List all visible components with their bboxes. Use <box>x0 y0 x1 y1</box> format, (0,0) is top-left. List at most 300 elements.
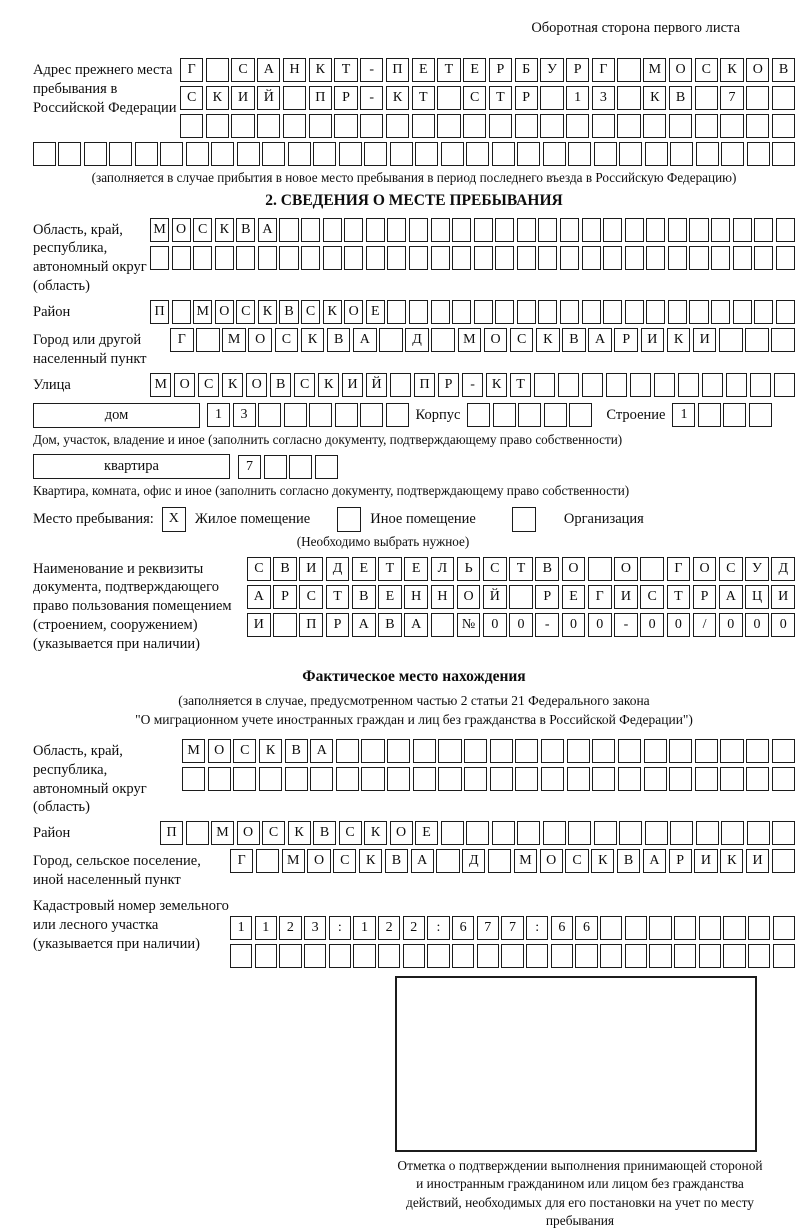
char-cell[interactable]: М <box>643 58 666 82</box>
char-cell[interactable] <box>231 114 254 138</box>
char-cell[interactable] <box>466 821 489 845</box>
char-cell[interactable] <box>670 821 693 845</box>
char-cell[interactable] <box>541 767 564 791</box>
char-cell[interactable]: К <box>359 849 382 873</box>
char-cell[interactable]: В <box>562 328 586 352</box>
char-cell[interactable] <box>625 944 647 968</box>
char-cell[interactable]: А <box>257 58 280 82</box>
dom-box[interactable]: дом <box>33 403 200 428</box>
char-cell[interactable]: В <box>236 218 255 242</box>
char-cell[interactable]: О <box>172 218 191 242</box>
char-cell[interactable] <box>720 114 743 138</box>
char-cell[interactable] <box>592 114 615 138</box>
char-cell[interactable] <box>749 403 772 427</box>
char-cell[interactable] <box>441 142 464 166</box>
char-cell[interactable] <box>495 218 514 242</box>
char-cell[interactable] <box>733 300 752 324</box>
char-cell[interactable]: К <box>643 86 666 110</box>
char-cell[interactable] <box>339 142 362 166</box>
char-cell[interactable] <box>723 403 746 427</box>
char-cell[interactable]: Е <box>412 58 435 82</box>
char-cell[interactable] <box>645 142 668 166</box>
char-cell[interactable] <box>84 142 107 166</box>
char-cell[interactable] <box>182 767 205 791</box>
char-cell[interactable] <box>670 142 693 166</box>
char-cell[interactable] <box>695 767 718 791</box>
char-cell[interactable] <box>193 246 212 270</box>
char-cell[interactable] <box>776 218 795 242</box>
char-cell[interactable]: К <box>364 821 387 845</box>
char-cell[interactable] <box>495 300 514 324</box>
char-cell[interactable]: В <box>313 821 336 845</box>
char-cell[interactable]: Г <box>180 58 203 82</box>
char-cell[interactable]: И <box>746 849 769 873</box>
organizatsiya-checkbox[interactable] <box>512 507 536 532</box>
char-cell[interactable] <box>699 916 721 940</box>
char-cell[interactable] <box>699 944 721 968</box>
char-cell[interactable] <box>644 739 667 763</box>
char-cell[interactable] <box>538 300 557 324</box>
char-cell[interactable]: Т <box>437 58 460 82</box>
char-cell[interactable] <box>746 86 769 110</box>
char-cell[interactable] <box>310 767 333 791</box>
char-cell[interactable]: И <box>641 328 665 352</box>
char-cell[interactable] <box>754 218 773 242</box>
char-cell[interactable] <box>258 246 277 270</box>
char-cell[interactable] <box>534 373 555 397</box>
inoe-checkbox[interactable] <box>337 507 361 532</box>
char-cell[interactable]: К <box>259 739 282 763</box>
char-cell[interactable] <box>733 218 752 242</box>
char-cell[interactable] <box>335 403 358 427</box>
char-cell[interactable] <box>360 403 383 427</box>
char-cell[interactable] <box>431 246 450 270</box>
char-cell[interactable]: Р <box>693 585 717 609</box>
char-cell[interactable]: И <box>299 557 323 581</box>
char-cell[interactable] <box>284 403 307 427</box>
char-cell[interactable] <box>208 767 231 791</box>
char-cell[interactable] <box>603 218 622 242</box>
char-cell[interactable] <box>273 613 297 637</box>
char-cell[interactable] <box>674 916 696 940</box>
char-cell[interactable] <box>452 300 471 324</box>
char-cell[interactable] <box>592 739 615 763</box>
char-cell[interactable] <box>544 403 567 427</box>
char-cell[interactable]: С <box>231 58 254 82</box>
char-cell[interactable] <box>452 218 471 242</box>
char-cell[interactable] <box>600 944 622 968</box>
char-cell[interactable] <box>603 300 622 324</box>
char-cell[interactable] <box>366 246 385 270</box>
char-cell[interactable]: О <box>693 557 717 581</box>
char-cell[interactable]: П <box>386 58 409 82</box>
char-cell[interactable] <box>592 767 615 791</box>
char-cell[interactable] <box>409 218 428 242</box>
char-cell[interactable] <box>304 944 326 968</box>
char-cell[interactable]: И <box>231 86 254 110</box>
char-cell[interactable]: О <box>344 300 363 324</box>
char-cell[interactable] <box>560 300 579 324</box>
char-cell[interactable] <box>750 373 771 397</box>
char-cell[interactable] <box>540 86 563 110</box>
char-cell[interactable] <box>466 142 489 166</box>
char-cell[interactable] <box>301 218 320 242</box>
char-cell[interactable]: О <box>484 328 508 352</box>
char-cell[interactable] <box>323 246 342 270</box>
char-cell[interactable] <box>279 246 298 270</box>
char-cell[interactable] <box>515 767 538 791</box>
char-cell[interactable]: В <box>273 557 297 581</box>
char-cell[interactable]: А <box>404 613 428 637</box>
char-cell[interactable]: М <box>458 328 482 352</box>
char-cell[interactable] <box>774 373 795 397</box>
char-cell[interactable]: К <box>386 86 409 110</box>
char-cell[interactable] <box>387 767 410 791</box>
char-cell[interactable] <box>215 246 234 270</box>
char-cell[interactable] <box>353 944 375 968</box>
char-cell[interactable] <box>409 300 428 324</box>
char-cell[interactable]: Г <box>588 585 612 609</box>
char-cell[interactable] <box>515 114 538 138</box>
char-cell[interactable]: Н <box>431 585 455 609</box>
char-cell[interactable] <box>474 218 493 242</box>
char-cell[interactable] <box>746 767 769 791</box>
char-cell[interactable] <box>674 944 696 968</box>
char-cell[interactable] <box>668 300 687 324</box>
char-cell[interactable] <box>283 114 306 138</box>
char-cell[interactable] <box>334 114 357 138</box>
char-cell[interactable] <box>467 403 490 427</box>
char-cell[interactable] <box>696 142 719 166</box>
char-cell[interactable]: А <box>247 585 271 609</box>
char-cell[interactable] <box>501 944 523 968</box>
char-cell[interactable]: А <box>719 585 743 609</box>
char-cell[interactable] <box>279 218 298 242</box>
char-cell[interactable] <box>364 142 387 166</box>
char-cell[interactable]: В <box>327 328 351 352</box>
char-cell[interactable] <box>413 739 436 763</box>
char-cell[interactable]: А <box>353 328 377 352</box>
char-cell[interactable]: Т <box>489 86 512 110</box>
char-cell[interactable] <box>772 142 795 166</box>
char-cell[interactable]: - <box>614 613 638 637</box>
char-cell[interactable]: Д <box>326 557 350 581</box>
char-cell[interactable]: Н <box>404 585 428 609</box>
char-cell[interactable] <box>230 944 252 968</box>
char-cell[interactable] <box>640 557 664 581</box>
char-cell[interactable] <box>733 246 752 270</box>
char-cell[interactable] <box>409 246 428 270</box>
char-cell[interactable] <box>379 328 403 352</box>
char-cell[interactable]: О <box>174 373 195 397</box>
char-cell[interactable]: 0 <box>562 613 586 637</box>
char-cell[interactable]: П <box>309 86 332 110</box>
char-cell[interactable]: Г <box>230 849 253 873</box>
char-cell[interactable]: Е <box>352 557 376 581</box>
char-cell[interactable]: С <box>510 328 534 352</box>
char-cell[interactable] <box>695 739 718 763</box>
char-cell[interactable] <box>109 142 132 166</box>
char-cell[interactable]: С <box>198 373 219 397</box>
char-cell[interactable] <box>567 739 590 763</box>
char-cell[interactable]: Т <box>667 585 691 609</box>
char-cell[interactable]: К <box>288 821 311 845</box>
char-cell[interactable]: С <box>262 821 285 845</box>
char-cell[interactable]: С <box>236 300 255 324</box>
char-cell[interactable] <box>517 821 540 845</box>
char-cell[interactable] <box>669 739 692 763</box>
char-cell[interactable] <box>255 944 277 968</box>
char-cell[interactable] <box>288 142 311 166</box>
char-cell[interactable]: 6 <box>452 916 474 940</box>
char-cell[interactable]: 0 <box>745 613 769 637</box>
char-cell[interactable]: И <box>247 613 271 637</box>
char-cell[interactable] <box>257 114 280 138</box>
char-cell[interactable] <box>477 944 499 968</box>
char-cell[interactable]: 7 <box>720 86 743 110</box>
char-cell[interactable] <box>668 218 687 242</box>
char-cell[interactable]: Р <box>273 585 297 609</box>
char-cell[interactable]: 1 <box>353 916 375 940</box>
char-cell[interactable]: О <box>246 373 267 397</box>
char-cell[interactable] <box>361 767 384 791</box>
char-cell[interactable] <box>509 585 533 609</box>
char-cell[interactable] <box>431 300 450 324</box>
char-cell[interactable]: Р <box>669 849 692 873</box>
char-cell[interactable] <box>746 114 769 138</box>
char-cell[interactable]: А <box>588 328 612 352</box>
char-cell[interactable]: О <box>562 557 586 581</box>
char-cell[interactable] <box>526 944 548 968</box>
char-cell[interactable] <box>771 328 795 352</box>
char-cell[interactable] <box>754 246 773 270</box>
char-cell[interactable] <box>721 821 744 845</box>
char-cell[interactable] <box>390 373 411 397</box>
char-cell[interactable] <box>625 246 644 270</box>
char-cell[interactable]: К <box>323 300 342 324</box>
char-cell[interactable] <box>606 373 627 397</box>
char-cell[interactable] <box>711 246 730 270</box>
char-cell[interactable] <box>776 300 795 324</box>
char-cell[interactable] <box>649 916 671 940</box>
char-cell[interactable] <box>186 142 209 166</box>
char-cell[interactable]: Р <box>438 373 459 397</box>
char-cell[interactable] <box>474 246 493 270</box>
char-cell[interactable] <box>344 246 363 270</box>
char-cell[interactable] <box>689 246 708 270</box>
char-cell[interactable] <box>387 300 406 324</box>
char-cell[interactable] <box>206 58 229 82</box>
char-cell[interactable] <box>517 300 536 324</box>
char-cell[interactable]: П <box>160 821 183 845</box>
char-cell[interactable] <box>646 300 665 324</box>
char-cell[interactable]: 1 <box>207 403 230 427</box>
char-cell[interactable] <box>772 821 795 845</box>
char-cell[interactable] <box>323 218 342 242</box>
char-cell[interactable] <box>464 739 487 763</box>
char-cell[interactable]: Е <box>378 585 402 609</box>
char-cell[interactable]: О <box>746 58 769 82</box>
char-cell[interactable]: М <box>514 849 537 873</box>
char-cell[interactable]: 1 <box>255 916 277 940</box>
char-cell[interactable]: И <box>614 585 638 609</box>
char-cell[interactable] <box>567 767 590 791</box>
char-cell[interactable]: К <box>215 218 234 242</box>
char-cell[interactable] <box>366 218 385 242</box>
char-cell[interactable] <box>463 114 486 138</box>
char-cell[interactable]: Ь <box>457 557 481 581</box>
char-cell[interactable] <box>696 821 719 845</box>
char-cell[interactable] <box>723 916 745 940</box>
char-cell[interactable]: В <box>535 557 559 581</box>
char-cell[interactable]: 7 <box>238 455 261 479</box>
char-cell[interactable] <box>669 767 692 791</box>
char-cell[interactable] <box>360 114 383 138</box>
char-cell[interactable] <box>262 142 285 166</box>
char-cell[interactable] <box>721 142 744 166</box>
char-cell[interactable]: Г <box>170 328 194 352</box>
char-cell[interactable]: К <box>309 58 332 82</box>
char-cell[interactable] <box>390 142 413 166</box>
char-cell[interactable] <box>541 739 564 763</box>
char-cell[interactable]: 0 <box>719 613 743 637</box>
char-cell[interactable]: Т <box>326 585 350 609</box>
char-cell[interactable] <box>186 821 209 845</box>
char-cell[interactable]: И <box>771 585 795 609</box>
char-cell[interactable] <box>625 218 644 242</box>
char-cell[interactable]: 0 <box>771 613 795 637</box>
char-cell[interactable] <box>669 114 692 138</box>
char-cell[interactable] <box>206 114 229 138</box>
char-cell[interactable] <box>387 218 406 242</box>
char-cell[interactable] <box>773 944 795 968</box>
char-cell[interactable]: М <box>150 218 169 242</box>
char-cell[interactable] <box>489 114 512 138</box>
char-cell[interactable]: В <box>279 300 298 324</box>
char-cell[interactable] <box>344 218 363 242</box>
char-cell[interactable] <box>698 403 721 427</box>
char-cell[interactable]: Т <box>510 373 531 397</box>
char-cell[interactable]: С <box>275 328 299 352</box>
char-cell[interactable] <box>517 142 540 166</box>
char-cell[interactable]: С <box>483 557 507 581</box>
char-cell[interactable] <box>618 739 641 763</box>
char-cell[interactable] <box>436 849 459 873</box>
char-cell[interactable]: П <box>414 373 435 397</box>
char-cell[interactable]: Р <box>535 585 559 609</box>
char-cell[interactable]: 0 <box>509 613 533 637</box>
char-cell[interactable] <box>668 246 687 270</box>
char-cell[interactable] <box>259 767 282 791</box>
char-cell[interactable] <box>309 403 332 427</box>
char-cell[interactable] <box>517 218 536 242</box>
char-cell[interactable] <box>211 142 234 166</box>
char-cell[interactable] <box>490 739 513 763</box>
char-cell[interactable] <box>772 767 795 791</box>
char-cell[interactable]: М <box>222 328 246 352</box>
char-cell[interactable]: И <box>693 328 717 352</box>
char-cell[interactable]: О <box>307 849 330 873</box>
char-cell[interactable]: 3 <box>304 916 326 940</box>
char-cell[interactable]: М <box>193 300 212 324</box>
char-cell[interactable]: Р <box>334 86 357 110</box>
char-cell[interactable]: О <box>208 739 231 763</box>
char-cell[interactable]: Р <box>326 613 350 637</box>
char-cell[interactable]: И <box>342 373 363 397</box>
char-cell[interactable]: О <box>669 58 692 82</box>
char-cell[interactable]: : <box>427 916 449 940</box>
char-cell[interactable]: Р <box>614 328 638 352</box>
char-cell[interactable]: А <box>411 849 434 873</box>
char-cell[interactable]: С <box>640 585 664 609</box>
char-cell[interactable] <box>566 114 589 138</box>
char-cell[interactable] <box>678 373 699 397</box>
char-cell[interactable] <box>427 944 449 968</box>
char-cell[interactable] <box>746 739 769 763</box>
char-cell[interactable]: В <box>285 739 308 763</box>
char-cell[interactable] <box>441 821 464 845</box>
char-cell[interactable] <box>431 218 450 242</box>
char-cell[interactable]: Г <box>592 58 615 82</box>
char-cell[interactable]: 6 <box>575 916 597 940</box>
char-cell[interactable]: Е <box>463 58 486 82</box>
char-cell[interactable] <box>560 246 579 270</box>
char-cell[interactable] <box>711 300 730 324</box>
char-cell[interactable] <box>431 328 455 352</box>
char-cell[interactable] <box>387 739 410 763</box>
char-cell[interactable] <box>438 739 461 763</box>
char-cell[interactable]: Т <box>378 557 402 581</box>
char-cell[interactable]: К <box>318 373 339 397</box>
char-cell[interactable] <box>689 218 708 242</box>
char-cell[interactable]: К <box>591 849 614 873</box>
char-cell[interactable] <box>361 739 384 763</box>
char-cell[interactable]: А <box>352 613 376 637</box>
char-cell[interactable] <box>689 300 708 324</box>
char-cell[interactable] <box>617 86 640 110</box>
char-cell[interactable]: К <box>206 86 229 110</box>
char-cell[interactable] <box>726 373 747 397</box>
char-cell[interactable]: 0 <box>667 613 691 637</box>
char-cell[interactable] <box>582 218 601 242</box>
char-cell[interactable]: С <box>294 373 315 397</box>
char-cell[interactable]: - <box>462 373 483 397</box>
zhiloe-checkbox[interactable]: X <box>162 507 186 532</box>
char-cell[interactable]: Р <box>566 58 589 82</box>
char-cell[interactable]: 3 <box>592 86 615 110</box>
char-cell[interactable] <box>617 114 640 138</box>
char-cell[interactable]: В <box>669 86 692 110</box>
char-cell[interactable] <box>625 916 647 940</box>
char-cell[interactable] <box>150 246 169 270</box>
char-cell[interactable]: № <box>457 613 481 637</box>
char-cell[interactable]: А <box>643 849 666 873</box>
char-cell[interactable]: 3 <box>233 403 256 427</box>
char-cell[interactable]: / <box>693 613 717 637</box>
char-cell[interactable] <box>772 739 795 763</box>
char-cell[interactable] <box>492 142 515 166</box>
char-cell[interactable] <box>695 86 718 110</box>
char-cell[interactable]: Е <box>366 300 385 324</box>
char-cell[interactable]: С <box>299 585 323 609</box>
char-cell[interactable] <box>594 142 617 166</box>
char-cell[interactable]: П <box>299 613 323 637</box>
char-cell[interactable] <box>772 114 795 138</box>
char-cell[interactable]: К <box>720 58 743 82</box>
char-cell[interactable] <box>135 142 158 166</box>
char-cell[interactable]: А <box>310 739 333 763</box>
char-cell[interactable]: М <box>211 821 234 845</box>
